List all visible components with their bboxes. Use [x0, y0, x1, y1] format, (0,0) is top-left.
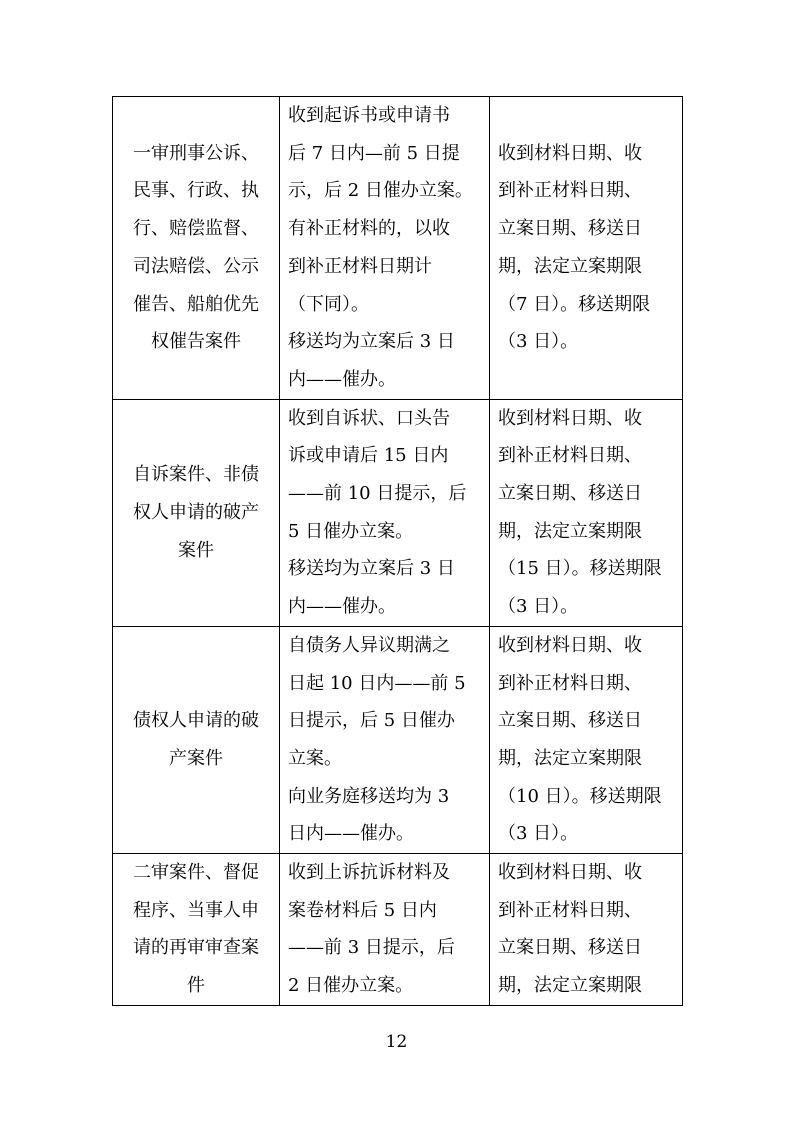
deadline-rule-cell [280, 97, 490, 400]
text-line: 权人申请的破产 [133, 501, 259, 523]
text-line: 向业务庭移送均为 3 [288, 785, 450, 807]
text-line: 收到材料日期、收 [498, 407, 642, 429]
text-line: 到补正材料日期、 [498, 445, 642, 467]
text-line: （3 日）。 [498, 331, 579, 353]
text-line: 移送均为立案后 3 日 [288, 331, 455, 353]
text-line: 5 日催办立案。 [288, 520, 414, 542]
recorded-fields-cell [490, 399, 683, 626]
text-line: （3 日）。 [498, 596, 579, 618]
case-category-cell [113, 626, 280, 853]
text-line: 日提示，后 5 日催办 [288, 710, 455, 732]
text-line: 日起 10 日内——前 5 [288, 672, 466, 694]
text-line: 收到自诉状、口头告 [288, 407, 450, 429]
text-line: 行、赔偿监督、 [133, 218, 259, 240]
text-line: 收到材料日期、收 [498, 634, 642, 656]
text-line: 司法赔偿、公示 [133, 255, 259, 277]
text-line: 请的再审审查案 [133, 937, 259, 959]
deadline-rule-cell [280, 399, 490, 626]
text-line: 2 日催办立案。 [288, 975, 414, 997]
case-category-cell [113, 97, 280, 400]
text-line: 期，法定立案期限 [498, 975, 642, 997]
text-line: ——前 3 日提示，后 [288, 937, 455, 959]
text-line: 案卷材料后 5 日内 [288, 899, 437, 921]
text-line: 到补正材料日期、 [498, 672, 642, 694]
text-line: 收到材料日期、收 [498, 862, 642, 884]
text-line: （10 日）。移送期限 [498, 785, 662, 807]
table-row [113, 854, 683, 1006]
text-line: 期，法定立案期限 [498, 520, 642, 542]
case-category-cell [113, 854, 280, 1006]
text-line: 立案日期、移送日 [498, 483, 642, 505]
text-line: 件 [187, 975, 205, 997]
requirements-table [112, 96, 683, 1006]
text-line: 立案日期、移送日 [498, 218, 642, 240]
text-line: 立案。 [288, 747, 342, 769]
page-number: 12 [385, 1032, 408, 1052]
text-line: 立案日期、移送日 [498, 937, 642, 959]
text-line: 期，法定立案期限 [498, 255, 642, 277]
text-line: 立案日期、移送日 [498, 710, 642, 732]
recorded-fields-cell [490, 97, 683, 400]
text-line: （3 日）。 [498, 823, 579, 845]
text-line: （15 日）。移送期限 [498, 558, 662, 580]
text-line: 程序、当事人申 [133, 899, 259, 921]
text-line: 权催告案件 [151, 331, 241, 353]
text-line: 收到材料日期、收 [498, 142, 642, 164]
recorded-fields-cell [490, 626, 683, 853]
text-line: 催告、船舶优先 [133, 293, 259, 315]
case-category-cell [113, 399, 280, 626]
text-line: 到补正材料日期、 [498, 899, 642, 921]
text-line: 案件 [178, 539, 214, 561]
text-line: 自诉案件、非债 [133, 464, 259, 486]
text-line: 移送均为立案后 3 日 [288, 558, 455, 580]
table-row [113, 626, 683, 853]
text-line: 债权人申请的破 [133, 710, 259, 732]
text-line: 到补正材料日期、 [498, 180, 642, 202]
text-line: 有补正材料的，以收 [288, 218, 450, 240]
text-line: 民事、行政、执 [133, 180, 259, 202]
deadline-rule-cell [280, 854, 490, 1006]
text-line: 产案件 [169, 747, 223, 769]
text-line: （下同）。 [288, 293, 369, 315]
text-line: 自债务人异议期满之 [288, 634, 450, 656]
text-line: 期，法定立案期限 [498, 747, 642, 769]
text-line: 二审案件、督促 [133, 862, 259, 884]
text-line: 收到起诉书或申请书 [288, 105, 450, 126]
text-line: 到补正材料日期计 [288, 255, 432, 277]
text-line: 示，后 2 日催办立案。 [288, 180, 473, 202]
text-line: 后 7 日内—前 5 日提 [288, 142, 460, 164]
text-line: 收到上诉抗诉材料及 [288, 862, 450, 884]
text-line: 内——催办。 [288, 596, 396, 618]
text-line: 一审刑事公诉、 [133, 142, 259, 164]
text-line: （7 日）。移送期限 [498, 293, 651, 315]
table-row [113, 97, 683, 400]
text-line: 诉或申请后 15 日内 [288, 445, 449, 467]
text-line: ——前 10 日提示，后 [288, 483, 467, 505]
table-row [113, 399, 683, 626]
text-line: 日内——催办。 [288, 823, 414, 845]
text-line: 内——催办。 [288, 368, 396, 390]
deadline-rule-cell [280, 626, 490, 853]
recorded-fields-cell [490, 854, 683, 1006]
